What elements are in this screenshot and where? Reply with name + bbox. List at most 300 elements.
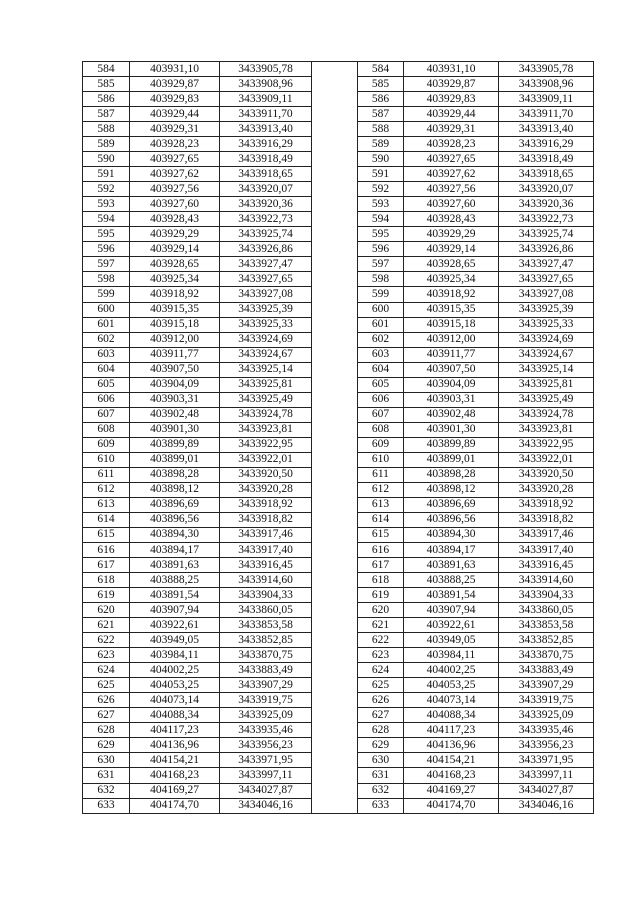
left-y-coordinate: 3433907,29 (220, 678, 312, 693)
left-point-number: 608 (83, 422, 130, 437)
left-y-coordinate: 3433923,81 (220, 422, 312, 437)
coordinates-table-body (83, 62, 594, 814)
table-gap-cell (312, 783, 358, 798)
left-x-coordinate: 403891,54 (130, 588, 220, 603)
right-y-coordinate: 3433904,33 (499, 588, 594, 603)
table-gap-cell (312, 152, 358, 167)
right-x-coordinate: 403927,60 (404, 197, 499, 212)
table-gap-cell (312, 92, 358, 107)
table-row (83, 437, 594, 452)
table-gap-cell (312, 512, 358, 527)
left-point-number: 587 (83, 107, 130, 122)
right-y-coordinate: 3433918,49 (499, 152, 594, 167)
right-x-coordinate: 404088,34 (404, 708, 499, 723)
table-gap-cell (312, 678, 358, 693)
right-x-coordinate: 403899,89 (404, 437, 499, 452)
table-gap-cell (312, 648, 358, 663)
left-y-coordinate: 3433918,65 (220, 167, 312, 182)
table-gap-cell (312, 62, 358, 77)
table-gap-cell (312, 527, 358, 542)
right-x-coordinate: 403931,10 (404, 62, 499, 77)
right-y-coordinate: 3433920,07 (499, 182, 594, 197)
right-point-number: 629 (358, 738, 404, 753)
left-point-number: 621 (83, 618, 130, 633)
left-x-coordinate: 403928,65 (130, 257, 220, 272)
left-y-coordinate: 3434046,16 (220, 798, 312, 813)
right-point-number: 592 (358, 182, 404, 197)
left-point-number: 627 (83, 708, 130, 723)
table-gap-cell (312, 558, 358, 573)
left-y-coordinate: 3433918,49 (220, 152, 312, 167)
left-y-coordinate: 3433924,78 (220, 407, 312, 422)
right-point-number: 596 (358, 242, 404, 257)
right-point-number: 597 (358, 257, 404, 272)
right-y-coordinate: 3433907,29 (499, 678, 594, 693)
left-x-coordinate: 403929,83 (130, 92, 220, 107)
left-x-coordinate: 403911,77 (130, 347, 220, 362)
left-point-number: 599 (83, 287, 130, 302)
right-y-coordinate: 3433905,78 (499, 62, 594, 77)
right-y-coordinate: 3433925,14 (499, 362, 594, 377)
left-point-number: 594 (83, 212, 130, 227)
left-point-number: 612 (83, 482, 130, 497)
right-point-number: 633 (358, 798, 404, 813)
left-x-coordinate: 403949,05 (130, 633, 220, 648)
left-y-coordinate: 3433922,73 (220, 212, 312, 227)
left-x-coordinate: 403931,10 (130, 62, 220, 77)
left-x-coordinate: 403899,01 (130, 452, 220, 467)
right-y-coordinate: 3433971,95 (499, 753, 594, 768)
table-gap-cell (312, 663, 358, 678)
right-x-coordinate: 403891,54 (404, 588, 499, 603)
left-point-number: 611 (83, 467, 130, 482)
table-row (83, 618, 594, 633)
left-x-coordinate: 404168,23 (130, 768, 220, 783)
right-y-coordinate: 3433923,81 (499, 422, 594, 437)
right-point-number: 622 (358, 633, 404, 648)
right-point-number: 598 (358, 272, 404, 287)
left-point-number: 632 (83, 783, 130, 798)
table-row (83, 242, 594, 257)
right-point-number: 630 (358, 753, 404, 768)
left-point-number: 596 (83, 242, 130, 257)
right-y-coordinate: 3433924,69 (499, 332, 594, 347)
table-row (83, 272, 594, 287)
right-point-number: 600 (358, 302, 404, 317)
table-row (83, 798, 594, 813)
left-point-number: 604 (83, 362, 130, 377)
left-point-number: 591 (83, 167, 130, 182)
left-point-number: 595 (83, 227, 130, 242)
right-point-number: 619 (358, 588, 404, 603)
right-y-coordinate: 3433911,70 (499, 107, 594, 122)
left-y-coordinate: 3433918,82 (220, 512, 312, 527)
table-row (83, 543, 594, 558)
left-x-coordinate: 403918,92 (130, 287, 220, 302)
left-point-number: 626 (83, 693, 130, 708)
table-gap-cell (312, 287, 358, 302)
right-y-coordinate: 3434027,87 (499, 783, 594, 798)
table-row (83, 287, 594, 302)
right-x-coordinate: 403929,31 (404, 122, 499, 137)
right-x-coordinate: 403928,43 (404, 212, 499, 227)
right-point-number: 615 (358, 527, 404, 542)
left-y-coordinate: 3433909,11 (220, 92, 312, 107)
left-x-coordinate: 403927,62 (130, 167, 220, 182)
left-x-coordinate: 403927,56 (130, 182, 220, 197)
left-point-number: 601 (83, 317, 130, 332)
left-y-coordinate: 3433904,33 (220, 588, 312, 603)
table-gap-cell (312, 137, 358, 152)
table-row (83, 107, 594, 122)
table-row (83, 753, 594, 768)
right-y-coordinate: 3433925,74 (499, 227, 594, 242)
right-x-coordinate: 403927,65 (404, 152, 499, 167)
left-y-coordinate: 3433920,07 (220, 182, 312, 197)
left-y-coordinate: 3433853,58 (220, 618, 312, 633)
right-x-coordinate: 403896,69 (404, 497, 499, 512)
right-point-number: 624 (358, 663, 404, 678)
left-point-number: 605 (83, 377, 130, 392)
table-gap-cell (312, 377, 358, 392)
right-point-number: 627 (358, 708, 404, 723)
table-row (83, 738, 594, 753)
right-point-number: 590 (358, 152, 404, 167)
left-y-coordinate: 3433925,49 (220, 392, 312, 407)
right-point-number: 588 (358, 122, 404, 137)
right-x-coordinate: 404174,70 (404, 798, 499, 813)
table-row (83, 497, 594, 512)
right-point-number: 593 (358, 197, 404, 212)
right-x-coordinate: 403888,25 (404, 573, 499, 588)
table-gap-cell (312, 272, 358, 287)
table-row (83, 678, 594, 693)
table-gap-cell (312, 633, 358, 648)
table-gap-cell (312, 768, 358, 783)
right-y-coordinate: 3433925,81 (499, 377, 594, 392)
left-y-coordinate: 3433924,67 (220, 347, 312, 362)
left-point-number: 622 (83, 633, 130, 648)
right-y-coordinate: 3433917,46 (499, 527, 594, 542)
right-x-coordinate: 403928,23 (404, 137, 499, 152)
right-y-coordinate: 3433883,49 (499, 663, 594, 678)
right-x-coordinate: 403903,31 (404, 392, 499, 407)
left-point-number: 586 (83, 92, 130, 107)
left-y-coordinate: 3433956,23 (220, 738, 312, 753)
right-x-coordinate: 403928,65 (404, 257, 499, 272)
left-point-number: 585 (83, 77, 130, 92)
table-row (83, 122, 594, 137)
table-gap-cell (312, 182, 358, 197)
left-point-number: 624 (83, 663, 130, 678)
table-row (83, 392, 594, 407)
right-y-coordinate: 3433935,46 (499, 723, 594, 738)
left-point-number: 617 (83, 558, 130, 573)
table-gap-cell (312, 257, 358, 272)
left-point-number: 584 (83, 62, 130, 77)
left-y-coordinate: 3433925,09 (220, 708, 312, 723)
right-x-coordinate: 403907,94 (404, 603, 499, 618)
left-y-coordinate: 3433925,81 (220, 377, 312, 392)
left-y-coordinate: 3433860,05 (220, 603, 312, 618)
left-point-number: 625 (83, 678, 130, 693)
coordinates-table (82, 61, 594, 814)
table-row (83, 558, 594, 573)
table-row (83, 182, 594, 197)
right-y-coordinate: 3433925,49 (499, 392, 594, 407)
table-row (83, 422, 594, 437)
table-row (83, 527, 594, 542)
table-gap-cell (312, 317, 358, 332)
right-x-coordinate: 403891,63 (404, 558, 499, 573)
table-gap-cell (312, 242, 358, 257)
table-gap-cell (312, 693, 358, 708)
left-x-coordinate: 403898,12 (130, 482, 220, 497)
right-x-coordinate: 403915,35 (404, 302, 499, 317)
left-x-coordinate: 403925,34 (130, 272, 220, 287)
right-x-coordinate: 404002,25 (404, 663, 499, 678)
left-x-coordinate: 404053,25 (130, 678, 220, 693)
left-point-number: 631 (83, 768, 130, 783)
left-x-coordinate: 403915,18 (130, 317, 220, 332)
right-point-number: 602 (358, 332, 404, 347)
table-row (83, 302, 594, 317)
right-x-coordinate: 403929,29 (404, 227, 499, 242)
right-y-coordinate: 3433860,05 (499, 603, 594, 618)
left-point-number: 589 (83, 137, 130, 152)
right-y-coordinate: 3433918,92 (499, 497, 594, 512)
left-y-coordinate: 3433870,75 (220, 648, 312, 663)
right-point-number: 616 (358, 543, 404, 558)
table-row (83, 783, 594, 798)
left-point-number: 592 (83, 182, 130, 197)
left-point-number: 593 (83, 197, 130, 212)
left-x-coordinate: 403929,31 (130, 122, 220, 137)
left-y-coordinate: 3433917,40 (220, 543, 312, 558)
right-point-number: 611 (358, 467, 404, 482)
right-x-coordinate: 404169,27 (404, 783, 499, 798)
left-point-number: 616 (83, 543, 130, 558)
table-gap-cell (312, 347, 358, 362)
left-y-coordinate: 3433911,70 (220, 107, 312, 122)
table-row (83, 62, 594, 77)
table-gap-cell (312, 452, 358, 467)
right-y-coordinate: 3433914,60 (499, 573, 594, 588)
right-point-number: 584 (358, 62, 404, 77)
right-x-coordinate: 404053,25 (404, 678, 499, 693)
table-row (83, 92, 594, 107)
left-x-coordinate: 403984,11 (130, 648, 220, 663)
left-x-coordinate: 403896,69 (130, 497, 220, 512)
left-point-number: 620 (83, 603, 130, 618)
right-point-number: 594 (358, 212, 404, 227)
left-x-coordinate: 403898,28 (130, 467, 220, 482)
table-gap-cell (312, 497, 358, 512)
left-x-coordinate: 404117,23 (130, 723, 220, 738)
left-y-coordinate: 3433927,47 (220, 257, 312, 272)
table-gap-cell (312, 618, 358, 633)
left-x-coordinate: 403896,56 (130, 512, 220, 527)
left-y-coordinate: 3433920,50 (220, 467, 312, 482)
right-x-coordinate: 403929,44 (404, 107, 499, 122)
table-row (83, 693, 594, 708)
left-point-number: 613 (83, 497, 130, 512)
right-y-coordinate: 3433924,67 (499, 347, 594, 362)
left-y-coordinate: 3433916,45 (220, 558, 312, 573)
table-gap-cell (312, 122, 358, 137)
right-x-coordinate: 403925,34 (404, 272, 499, 287)
right-point-number: 586 (358, 92, 404, 107)
table-gap-cell (312, 437, 358, 452)
left-x-coordinate: 404154,21 (130, 753, 220, 768)
left-y-coordinate: 3433925,39 (220, 302, 312, 317)
left-x-coordinate: 404136,96 (130, 738, 220, 753)
right-point-number: 631 (358, 768, 404, 783)
right-y-coordinate: 3433925,33 (499, 317, 594, 332)
table-row (83, 512, 594, 527)
left-point-number: 590 (83, 152, 130, 167)
left-x-coordinate: 404169,27 (130, 783, 220, 798)
left-point-number: 619 (83, 588, 130, 603)
right-y-coordinate: 3433920,36 (499, 197, 594, 212)
right-y-coordinate: 3433922,73 (499, 212, 594, 227)
right-x-coordinate: 403894,17 (404, 543, 499, 558)
right-point-number: 591 (358, 167, 404, 182)
left-x-coordinate: 403902,48 (130, 407, 220, 422)
table-row (83, 588, 594, 603)
right-point-number: 621 (358, 618, 404, 633)
left-y-coordinate: 3433918,92 (220, 497, 312, 512)
left-y-coordinate: 3433971,95 (220, 753, 312, 768)
table-gap-cell (312, 588, 358, 603)
right-x-coordinate: 403929,87 (404, 77, 499, 92)
table-gap-cell (312, 482, 358, 497)
table-row (83, 648, 594, 663)
table-gap-cell (312, 197, 358, 212)
table-row (83, 467, 594, 482)
left-x-coordinate: 403903,31 (130, 392, 220, 407)
left-y-coordinate: 3433935,46 (220, 723, 312, 738)
table-gap-cell (312, 332, 358, 347)
left-point-number: 630 (83, 753, 130, 768)
right-x-coordinate: 403984,11 (404, 648, 499, 663)
right-point-number: 610 (358, 452, 404, 467)
right-point-number: 618 (358, 573, 404, 588)
left-point-number: 609 (83, 437, 130, 452)
right-point-number: 623 (358, 648, 404, 663)
table-row (83, 227, 594, 242)
table-gap-cell (312, 167, 358, 182)
left-y-coordinate: 3433920,36 (220, 197, 312, 212)
right-y-coordinate: 3433927,47 (499, 257, 594, 272)
table-gap-cell (312, 392, 358, 407)
table-gap-cell (312, 723, 358, 738)
right-y-coordinate: 3433925,39 (499, 302, 594, 317)
right-y-coordinate: 3433853,58 (499, 618, 594, 633)
table-row (83, 197, 594, 212)
left-y-coordinate: 3433924,69 (220, 332, 312, 347)
right-point-number: 601 (358, 317, 404, 332)
right-point-number: 612 (358, 482, 404, 497)
table-gap-cell (312, 708, 358, 723)
left-x-coordinate: 403888,25 (130, 573, 220, 588)
table-gap-cell (312, 302, 358, 317)
left-point-number: 602 (83, 332, 130, 347)
table-row (83, 377, 594, 392)
table-gap-cell (312, 467, 358, 482)
left-point-number: 610 (83, 452, 130, 467)
table-row (83, 362, 594, 377)
left-x-coordinate: 403907,94 (130, 603, 220, 618)
left-y-coordinate: 3433926,86 (220, 242, 312, 257)
right-x-coordinate: 403894,30 (404, 527, 499, 542)
left-y-coordinate: 3433925,33 (220, 317, 312, 332)
right-y-coordinate: 3433852,85 (499, 633, 594, 648)
right-y-coordinate: 3433997,11 (499, 768, 594, 783)
table-gap-cell (312, 362, 358, 377)
left-x-coordinate: 403912,00 (130, 332, 220, 347)
left-y-coordinate: 3433922,95 (220, 437, 312, 452)
table-gap-cell (312, 212, 358, 227)
left-point-number: 629 (83, 738, 130, 753)
left-x-coordinate: 403928,43 (130, 212, 220, 227)
right-y-coordinate: 3433918,82 (499, 512, 594, 527)
left-y-coordinate: 3433852,85 (220, 633, 312, 648)
table-row (83, 77, 594, 92)
right-point-number: 632 (358, 783, 404, 798)
table-gap-cell (312, 77, 358, 92)
right-y-coordinate: 3433913,40 (499, 122, 594, 137)
left-x-coordinate: 403901,30 (130, 422, 220, 437)
right-point-number: 608 (358, 422, 404, 437)
right-x-coordinate: 403899,01 (404, 452, 499, 467)
table-gap-cell (312, 738, 358, 753)
left-y-coordinate: 3433917,46 (220, 527, 312, 542)
left-y-coordinate: 3433916,29 (220, 137, 312, 152)
left-x-coordinate: 403899,89 (130, 437, 220, 452)
table-row (83, 347, 594, 362)
right-point-number: 585 (358, 77, 404, 92)
right-x-coordinate: 403898,28 (404, 467, 499, 482)
table-gap-cell (312, 798, 358, 813)
right-y-coordinate: 3434046,16 (499, 798, 594, 813)
right-x-coordinate: 403912,00 (404, 332, 499, 347)
table-gap-cell (312, 407, 358, 422)
table-row (83, 257, 594, 272)
table-gap-cell (312, 227, 358, 242)
left-point-number: 628 (83, 723, 130, 738)
left-x-coordinate: 404002,25 (130, 663, 220, 678)
right-y-coordinate: 3433925,09 (499, 708, 594, 723)
table-row (83, 332, 594, 347)
left-point-number: 615 (83, 527, 130, 542)
right-y-coordinate: 3433922,01 (499, 452, 594, 467)
right-point-number: 628 (358, 723, 404, 738)
left-point-number: 600 (83, 302, 130, 317)
left-x-coordinate: 404088,34 (130, 708, 220, 723)
right-x-coordinate: 403929,83 (404, 92, 499, 107)
right-point-number: 589 (358, 137, 404, 152)
left-y-coordinate: 3433927,65 (220, 272, 312, 287)
left-y-coordinate: 3433919,75 (220, 693, 312, 708)
right-y-coordinate: 3433916,29 (499, 137, 594, 152)
left-point-number: 633 (83, 798, 130, 813)
left-y-coordinate: 3433925,14 (220, 362, 312, 377)
table-row (83, 633, 594, 648)
left-x-coordinate: 403922,61 (130, 618, 220, 633)
table-row (83, 137, 594, 152)
left-y-coordinate: 3433905,78 (220, 62, 312, 77)
